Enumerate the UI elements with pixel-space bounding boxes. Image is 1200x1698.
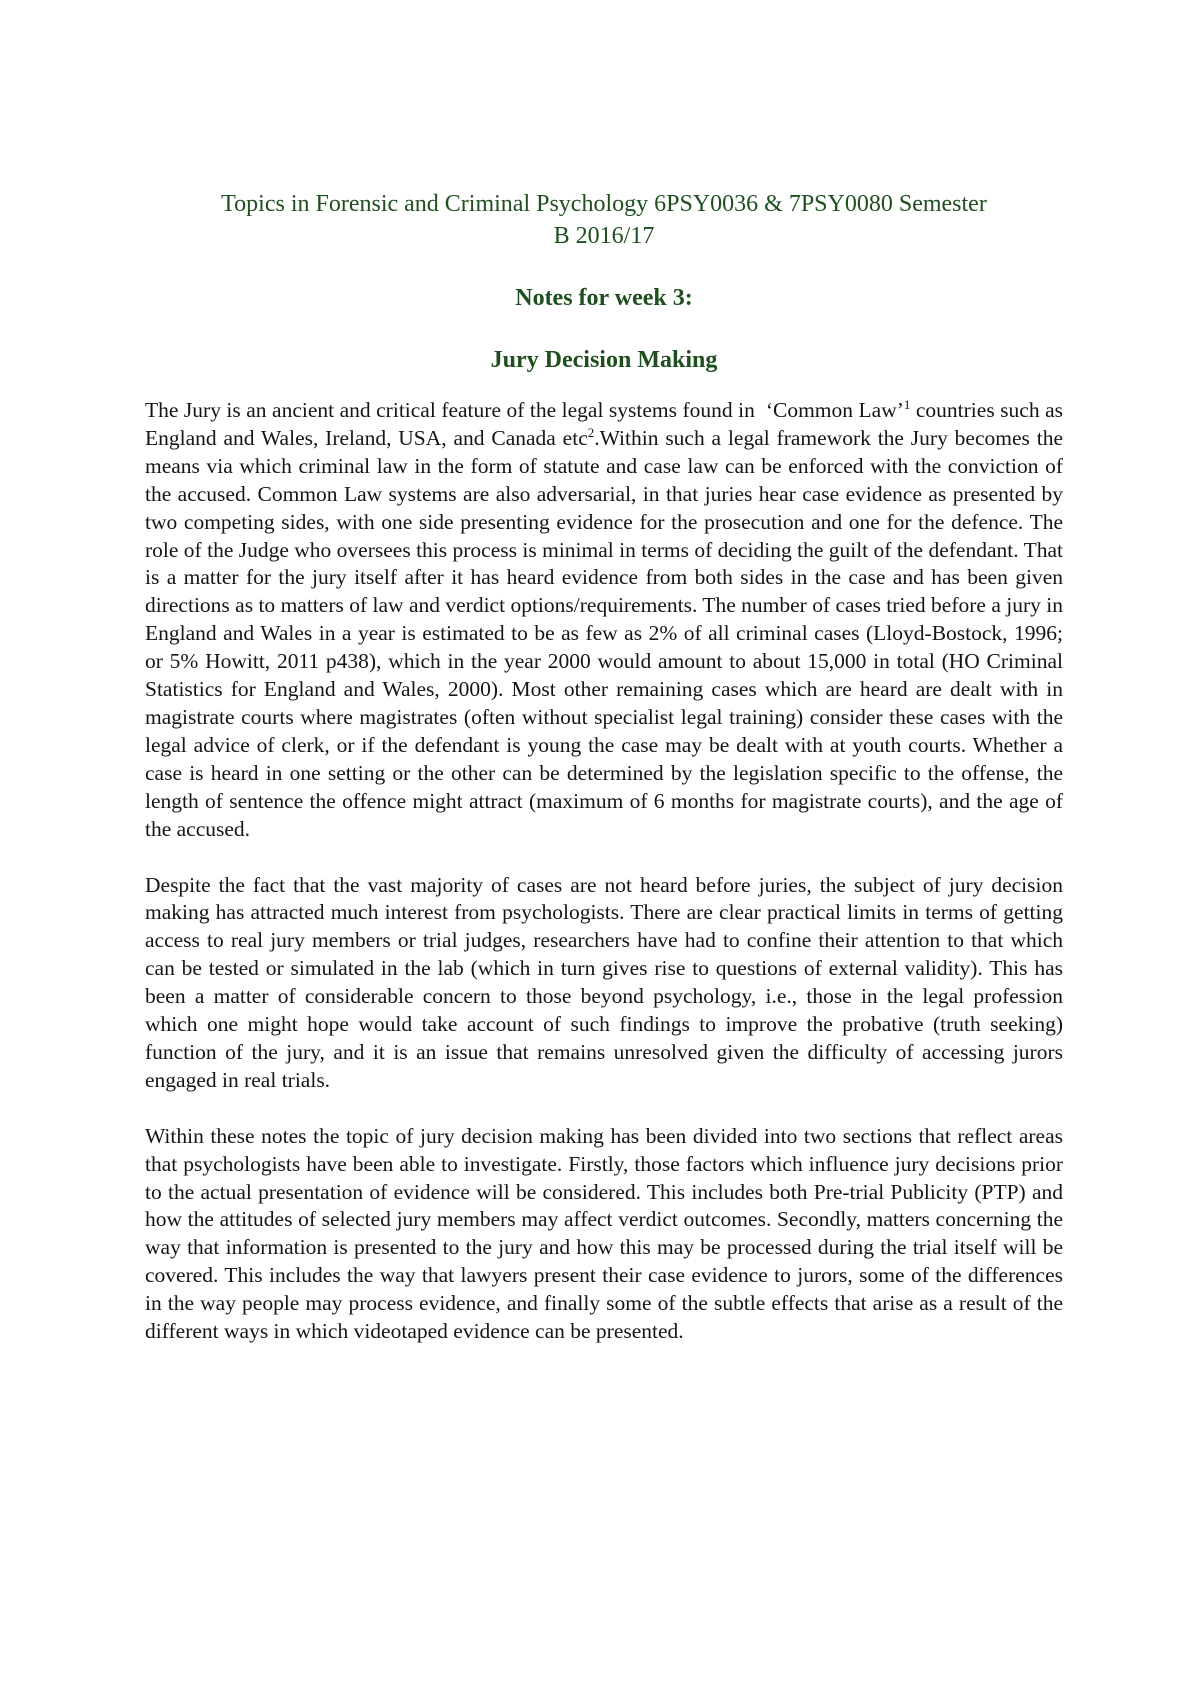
paragraph-intro bbox=[145, 397, 1063, 844]
paragraph-notes-overview: Within these notes the topic of jury decision making has been divided into two sections that reflect areas that psychologists have been able to investigate. Firstly, those factors which influence jury decisions prior to the actual presentation of evidence will be considered. This includes both Pre-trial Publicity (PTP) and how the attitudes of selected jury members may affect verdict outcomes. Secondly, matters concerning the way that information is presented to the jury and how this may be processed during the trial itself will be covered. This includes the way that lawyers present their case evidence to jurors, some of the differences in the way people may process evidence, and finally some of the subtle effects that arise as a result of the different ways in which videotaped evidence can be presented. bbox=[145, 1123, 1063, 1344]
title-line-1: Topics in Forensic and Criminal Psychology 6PSY0036 & 7PSY0080 Semester bbox=[221, 191, 987, 217]
document-title bbox=[145, 188, 1063, 252]
footnote-marker-2[interactable]: 2 bbox=[587, 424, 595, 440]
footnote-marker-1[interactable]: 1 bbox=[903, 397, 911, 412]
document-page bbox=[145, 188, 1063, 1346]
paragraph-intro-part2: countries such as England and Wales, Ireland, USA, and Canada etc bbox=[145, 398, 1063, 450]
paragraph-intro-part3: .Within such a legal framework the Jury becomes the means via which criminal law in the form of statute and case law can be enforced with the conviction of the accused. Common Law systems are also adversarial, in that juries hear case evidence as presented by two competing sides, with one side presenting evidence for the prosecution and one for the defence. The role of the Judge who oversees this process is minimal in terms of deciding the guilt of the defendant. That is a matter for the jury itself after it has heard evidence from both sides in the case and has been given directions as to matters of law and verdict options/requirements. The number of cases tried before a jury in England and Wales in a year is estimated to be as few as 2% of all criminal cases (Lloyd-Bostock, 1996; or 5% Howitt, 2011 p438), which in the year 2000 would amount to about 15,000 in total (HO Criminal Statistics for England and Wales, 2000). Most other remaining cases which are heard are dealt with in magistrate courts where magistrates (often without specialist legal training) consider these cases with the legal advice of clerk, or if the defendant is young the case may be dealt with at youth courts. Whether a case is heard in one setting or the other can be determined by the legislation specific to the offense, the length of sentence the offence might attract (maximum of 6 months for magistrate courts), and the age of the accused. bbox=[145, 425, 1063, 841]
title-line-2: B 2016/17 bbox=[553, 223, 655, 249]
section-heading: Jury Decision Making bbox=[490, 347, 718, 373]
paragraph-intro-part1: The Jury is an ancient and critical feature of the legal systems found in ‘Common Law’ bbox=[145, 398, 904, 422]
week-notes-subtitle: Notes for week 3: bbox=[515, 285, 693, 311]
paragraph-research-limits: Despite the fact that the vast majority of cases are not heard before juries, the subject of jury decision making has attracted much interest from psychologists. There are clear practical limits in terms of getting access to real jury members or trial judges, researchers have had to confine their attention to that which can be tested or simulated in the lab (which in turn gives rise to questions of external validity). This has been a matter of considerable concern to those beyond psychology, i.e., those in the legal profession which one might hope would take account of such findings to improve the probative (truth seeking) function of the jury, and it is an issue that remains unresolved given the difficulty of accessing jurors engaged in real trials. bbox=[145, 872, 1063, 1092]
